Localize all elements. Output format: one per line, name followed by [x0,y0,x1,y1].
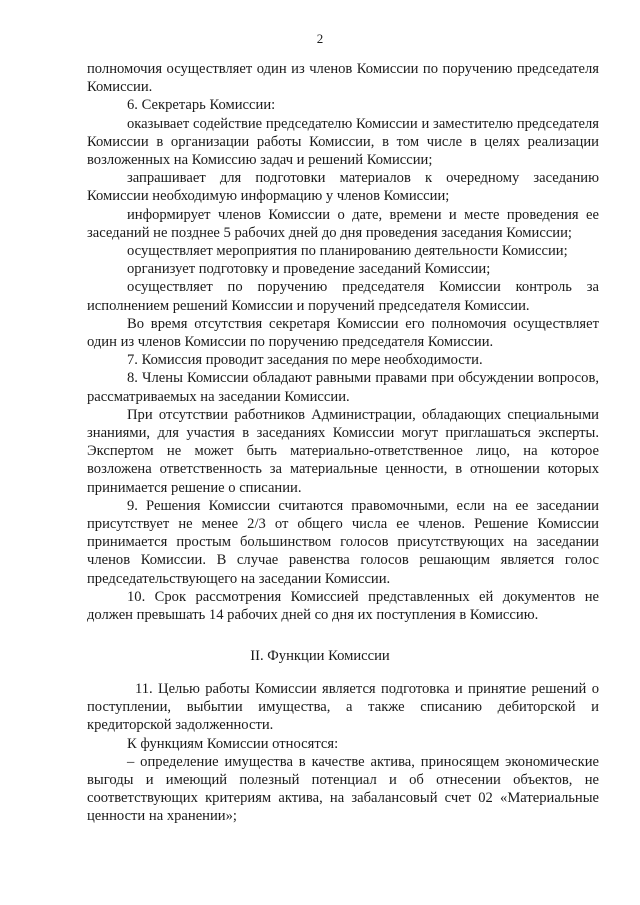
paragraph: 7. Комиссия проводит заседания по мере необходимости. [127,352,483,369]
paragraph: полномочия осуществляет один из членов Комиссии по поручению председателя Комиссии. [87,61,599,96]
paragraph: 9. Решения Комиссии считаются правомочными, если на ее заседании присутствует не менее 2/3 от общего числа ее членов. Решение Комиссии принимается простым большинством голосов присутствующих на заседании членов Комиссии. В случае равенства голосов решающим является голос председательствующего на заседании Комиссии. [87,497,599,587]
paragraph: организует подготовку и проведение заседаний Комиссии; [127,261,491,278]
paragraph: При отсутствии работников Администрации, обладающих специальными знаниями, для участия в заседаниях Комиссии могут приглашаться эксперты. Экспертом не может быть материально-ответственное лицо, на которое возложена ответственность за материальные ценности, в отношении которых принимается решение о списании. [87,406,599,496]
paragraph: осуществляет мероприятия по планированию деятельности Комиссии; [127,243,568,260]
paragraph: 8. Члены Комиссии обладают равными правами при обсуждении вопросов, рассматриваемых на заседании Комиссии. [87,370,599,405]
page-number: 2 [316,31,324,46]
paragraph: 10. Срок рассмотрения Комиссией представленных ей документов не должен превышать 14 рабочих дней со дня их поступления в Комиссию. [87,588,599,624]
paragraph: К функциям Комиссии относятся: [127,735,339,752]
paragraph: 11. Целью работы Комиссии является подготовка и принятие решений о поступлении, выбытии имущества, а также списанию дебиторской и кредиторской задолженности. [87,681,599,734]
paragraph: запрашивает для подготовки материалов к очередному заседанию Комиссии необходимую информацию у членов Комиссии; [87,170,599,205]
paragraph: 6. Секретарь Комиссии: [127,97,276,114]
section-2-heading: II. Функции Комиссии [250,648,390,664]
paragraph: осуществляет по поручению председателя Комиссии контроль за исполнением решений Комиссии и поручений председателя Комиссии. [87,279,599,314]
section-2-body [87,680,599,826]
paragraph: – определение имущества в качестве актива, приносящем экономические выгоды и имеющий полезный потенциал и об отнесении объектов, не соответствующих критериям актива, на забалансовый счет 02 «Материальные ценности на хранении»; [87,753,599,825]
paragraph: оказывает содействие председателю Комиссии и заместителю председателя Комиссии в организации работы Комиссии, в том числе в целях реализации возложенных на Комиссию задач и решений Комиссии; [87,115,599,169]
section-1-body [87,60,599,624]
paragraph: информирует членов Комиссии о дате, времени и месте проведения ее заседаний не позднее 5 рабочих дней до дня проведения заседания Комиссии; [87,206,599,241]
paragraph: Во время отсутствия секретаря Комиссии его полномочия осуществляет один из членов Комиссии по поручению председателя Комиссии. [87,315,599,351]
